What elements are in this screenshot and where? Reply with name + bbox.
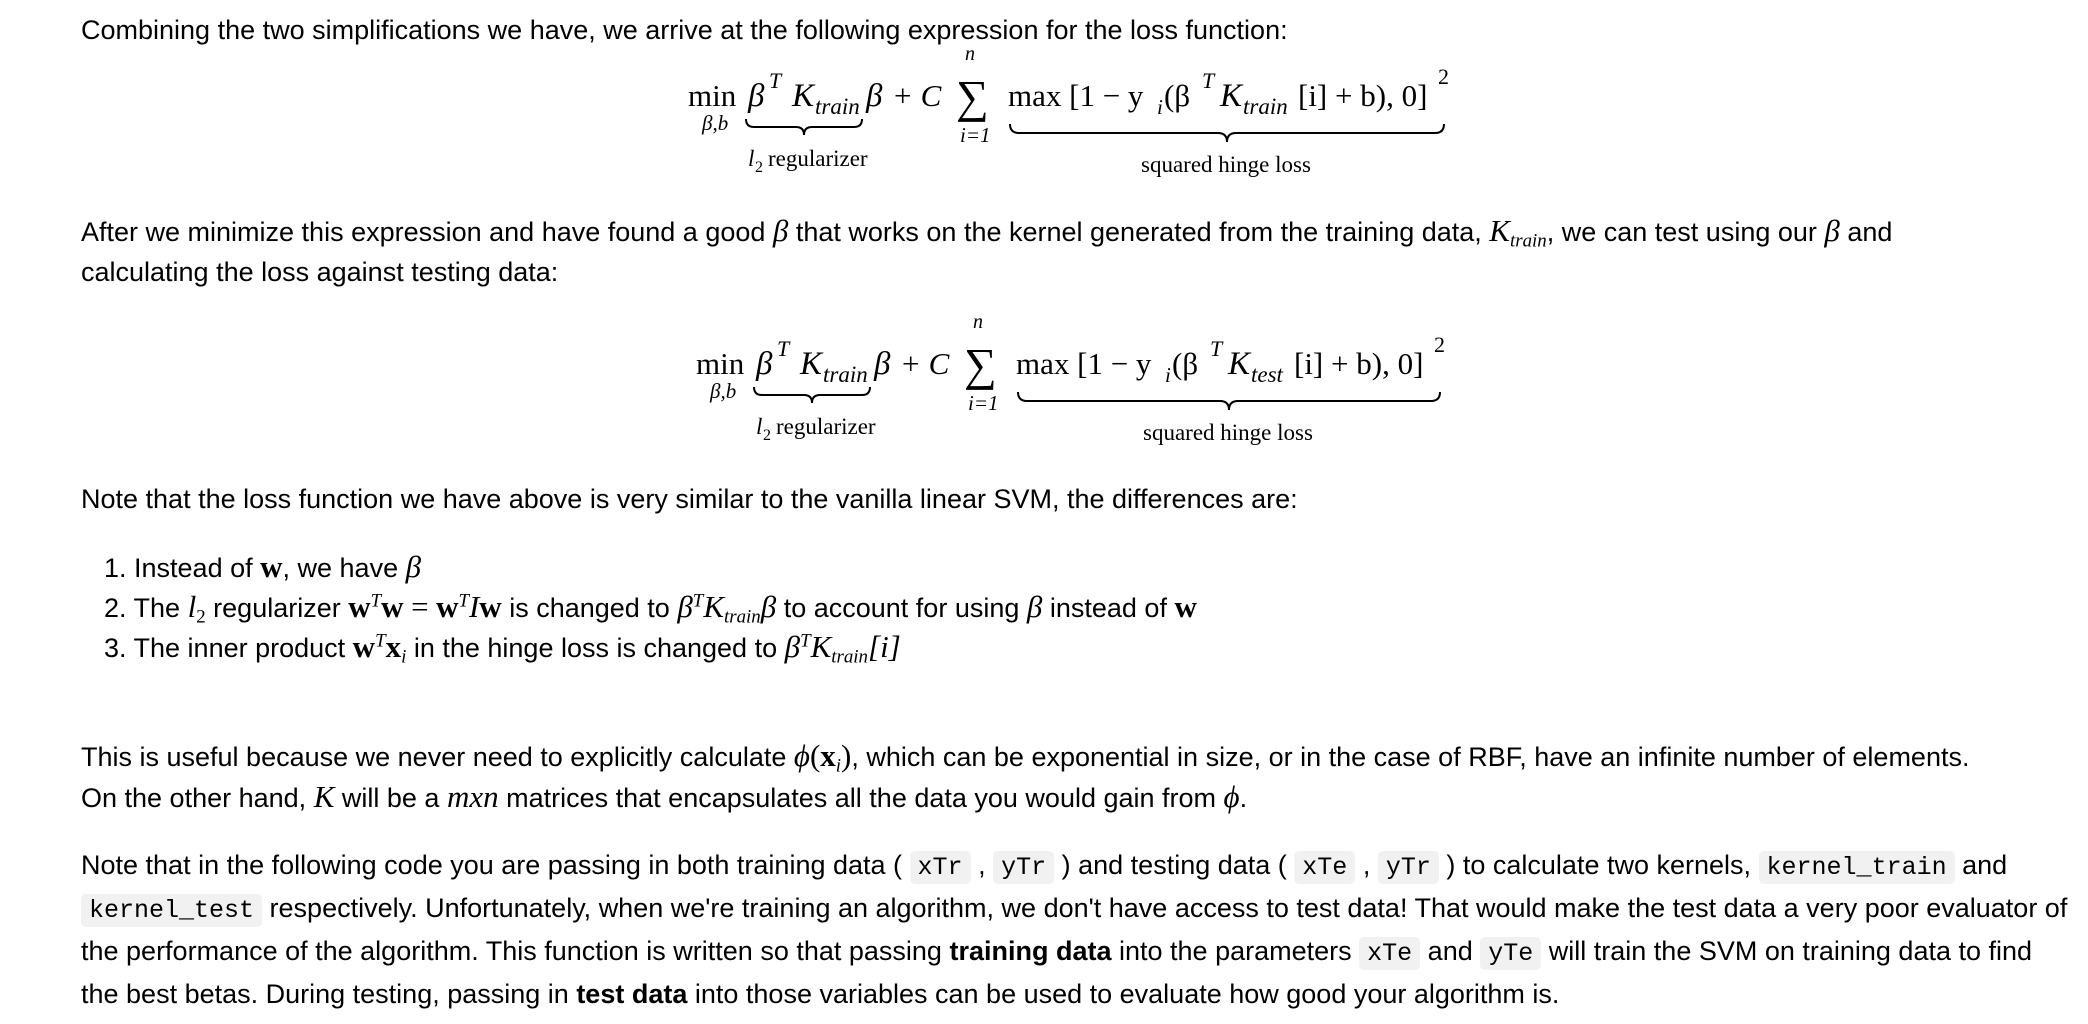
intro-paragraph: Combining the two simplifications we have, we arrive at the following expression for the loss function: xyxy=(81,15,1288,45)
eq1-rest1: (β xyxy=(1164,78,1191,113)
eq2-min: min xyxy=(696,346,745,381)
eq1-beta2: β xyxy=(866,78,883,114)
code-xTe: xTe xyxy=(1294,851,1355,884)
eq2-hinge-brace xyxy=(1018,392,1440,410)
eq1-rest3: [i] + b), 0] xyxy=(1298,78,1428,113)
eq1-plus-c: + C xyxy=(892,78,942,113)
eq2-hinge-label: squared hinge loss xyxy=(1143,420,1313,445)
eq1-K: K xyxy=(792,78,815,114)
eq2-yi-sub: i xyxy=(1165,363,1171,387)
eq2-sum-bottom: i=1 xyxy=(968,391,999,415)
eq1-reg-brace xyxy=(746,119,862,135)
eq1-square: 2 xyxy=(1438,64,1449,89)
eq1-reg-sub: 2 xyxy=(755,159,763,176)
eq2-sum: ∑ xyxy=(964,339,997,390)
paragraph-after-minimize: After we minimize this expression and have found a good β that works on the kernel generated from the training data, $K_{train}$, we can test using our β and calculating the loss against testing data: xyxy=(81,213,1893,287)
eq1-sum-bottom: i=1 xyxy=(960,123,991,147)
eq1-rest2: K xyxy=(1220,78,1243,114)
eq1-min: min xyxy=(688,78,737,113)
eq2-sum-top: n xyxy=(973,312,983,333)
eq2-beta2: β xyxy=(874,346,891,382)
eq2-reg-brace xyxy=(754,387,870,403)
eq2-K: K xyxy=(800,346,823,382)
eq1-beta: β xyxy=(748,78,765,114)
code-yTr: yTr xyxy=(993,851,1054,884)
eq1-sum-top: n xyxy=(965,44,975,65)
eq2-reg-l: l xyxy=(756,414,763,439)
eq2-rest2: K xyxy=(1228,346,1251,382)
paragraph-note-similar: Note that the loss function we have above is very similar to the vanilla linear SVM, the differences are: xyxy=(81,484,1298,514)
eq1-hinge-brace xyxy=(1010,124,1444,142)
list-item: 3. The inner product $w^Tx_i$ in the hinge loss is changed to $\beta^TK_{train}[i]$ xyxy=(104,629,901,668)
eq2-reg-label: regularizer xyxy=(776,414,876,439)
eq2-rest1: (β xyxy=(1172,346,1199,381)
eq2-rest3: [i] + b), 0] xyxy=(1294,346,1424,381)
eq2-plus-c: + C xyxy=(900,346,950,381)
eq2-min-sub: β,b xyxy=(710,379,737,403)
eq1-rest-T: T xyxy=(1202,68,1215,93)
eq2-max: max [1 − y xyxy=(1016,346,1152,381)
eq2-square: 2 xyxy=(1434,332,1445,357)
eq2-reg-sub: 2 xyxy=(763,427,771,444)
loss-equation-train xyxy=(680,44,1460,184)
eq1-T: T xyxy=(769,68,782,93)
eq1-reg-l: l xyxy=(748,146,755,171)
eq1-hinge-label: squared hinge loss xyxy=(1141,152,1311,177)
eq1-yi-sub: i xyxy=(1157,95,1163,119)
list-item: 2. The $l_2$ regularizer $w^Tw = w^TIw$ is changed to $\beta^TK_{train}\beta$ to account for using β instead of w xyxy=(104,589,1197,628)
eq2-T: T xyxy=(777,336,790,361)
eq1-rest-sub: train xyxy=(1243,94,1288,119)
code-yTe: yTe xyxy=(1480,937,1541,970)
eq1-sum: ∑ xyxy=(956,71,989,122)
code-xTe-2: xTe xyxy=(1359,937,1420,970)
eq1-min-sub: β,b xyxy=(702,111,729,135)
list-item: 1. Instead of w, we have β xyxy=(104,549,422,584)
paragraph-code-note: Note that in the following code you are passing in both training data ( xTr , yTr ) and testing data ( xTe , yTr ) to calculate two kernels, kernel_train and kernel_test respectively. Unfortunately, when we're training an algorithm, we don't have access to test data! That would make the test data a very poor evaluator of the performance of the algorithm. This function is written so that passing training data into the parameters xTe and yTe will train the SVM on training data to find the best betas. During testing, passing in test data into those variables can be used to evaluate how good your algorithm is. xyxy=(81,850,2068,1009)
eq2-rest-T: T xyxy=(1210,336,1223,361)
eq2-beta: β xyxy=(756,346,773,382)
paragraph-useful: This is useful because we never need to explicitly calculate $\phi(x_i)$, which can be exponential in size, or in the case of RBF, have an infinite number of elements. On the other hand, K will be a mxn matrices that encapsulates all the data you would gain from ϕ. xyxy=(81,738,1970,814)
code-kernel-train: kernel_train xyxy=(1759,851,1955,884)
eq2-K-sub: train xyxy=(823,362,868,387)
eq1-K-sub: train xyxy=(815,94,860,119)
code-xTr: xTr xyxy=(910,851,971,884)
eq2-rest-sub: test xyxy=(1251,362,1283,387)
eq1-reg-label: regularizer xyxy=(768,146,868,171)
code-kernel-test: kernel_test xyxy=(81,894,262,927)
eq1-max: max [1 − y xyxy=(1008,78,1144,113)
code-yTr-2: yTr xyxy=(1378,851,1439,884)
differences-list xyxy=(104,547,1197,667)
loss-equation-test xyxy=(688,312,1468,452)
